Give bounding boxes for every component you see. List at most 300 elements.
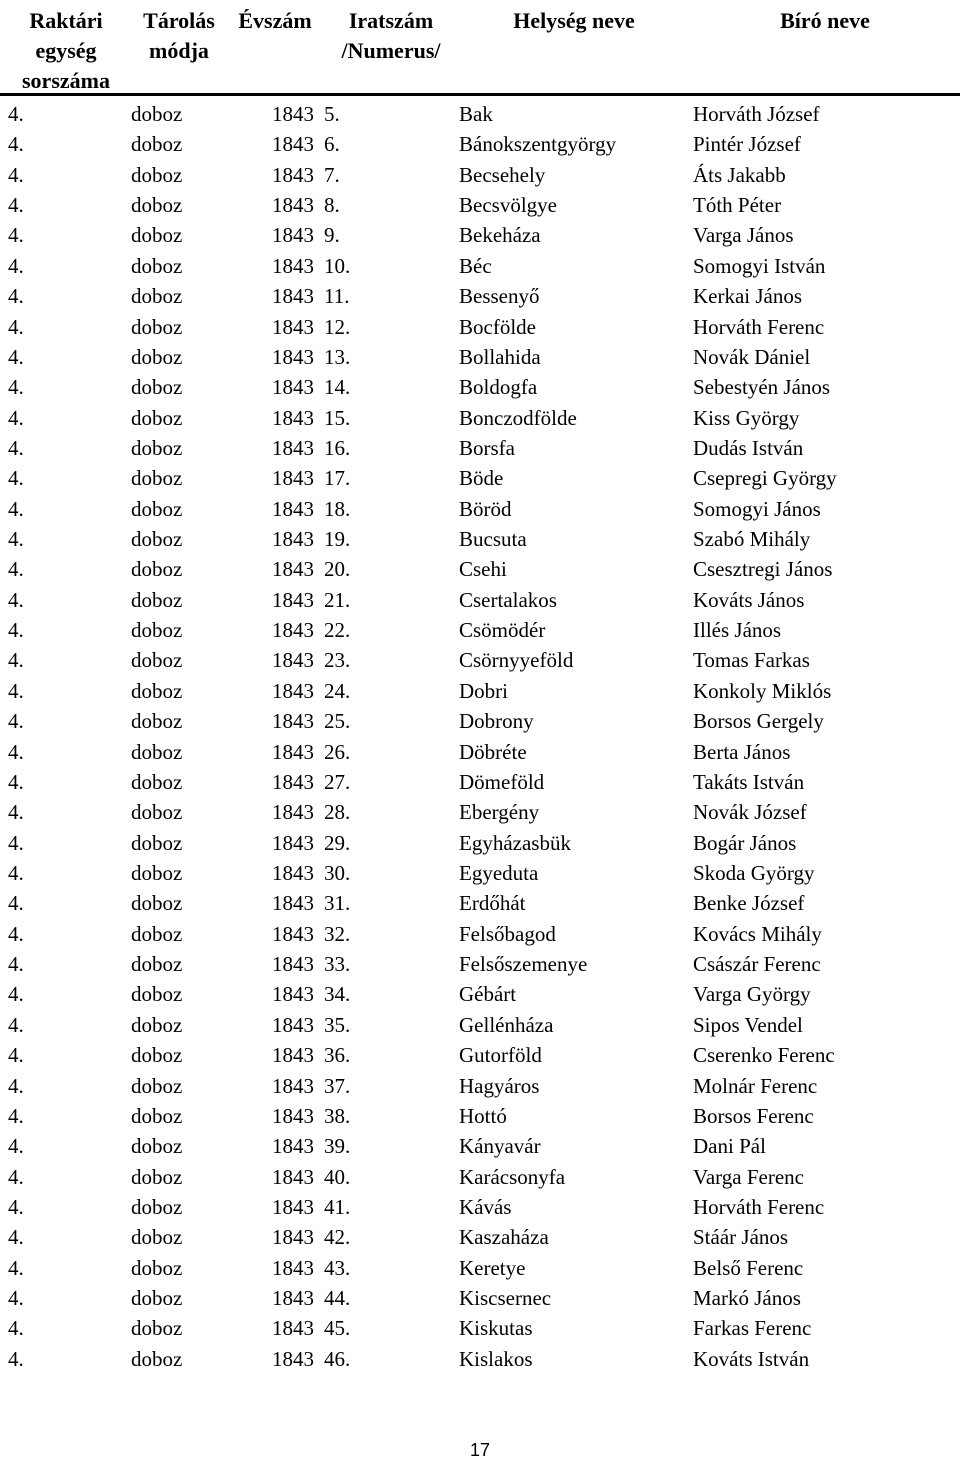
cell-helyseg-neve: Boldogfa (459, 375, 538, 400)
table-row (0, 312, 960, 342)
cell-raktari-egyseg: 4. (8, 891, 24, 916)
cell-biro-neve: Horváth Ferenc (693, 1194, 825, 1219)
cell-helyseg-neve: Erdőhát (459, 891, 526, 916)
table-row (0, 1222, 960, 1252)
table-row (0, 129, 960, 159)
cell-tarolas-modja: doboz (131, 1255, 183, 1280)
cell-tarolas-modja: doboz (131, 527, 183, 552)
table-row (0, 919, 960, 949)
cell-evszam: 1843 (272, 435, 314, 460)
cell-iratszam: 8. (324, 193, 340, 218)
cell-evszam: 1843 (272, 1012, 314, 1037)
table-row (0, 372, 960, 402)
cell-evszam: 1843 (272, 921, 314, 946)
cell-helyseg-neve: Böde (459, 466, 504, 491)
cell-tarolas-modja: doboz (131, 800, 183, 825)
cell-iratszam: 7. (324, 162, 340, 187)
cell-tarolas-modja: doboz (131, 1043, 183, 1068)
cell-iratszam: 20. (324, 557, 351, 582)
table-row (0, 828, 960, 858)
cell-biro-neve: Belső Ferenc (693, 1255, 804, 1280)
cell-helyseg-neve: Bessenyő (459, 284, 540, 309)
cell-tarolas-modja: doboz (131, 435, 183, 460)
cell-helyseg-neve: Kányavár (459, 1134, 541, 1159)
cell-helyseg-neve: Béc (459, 253, 492, 278)
header-iratszam: Iratszám /Numerus/ (341, 8, 441, 63)
cell-iratszam: 13. (324, 344, 351, 369)
cell-helyseg-neve: Hottó (459, 1103, 507, 1128)
cell-tarolas-modja: doboz (131, 830, 183, 855)
cell-evszam: 1843 (272, 1316, 314, 1341)
cell-evszam: 1843 (272, 1043, 314, 1068)
cell-raktari-egyseg: 4. (8, 375, 24, 400)
cell-raktari-egyseg: 4. (8, 709, 24, 734)
cell-iratszam: 10. (324, 253, 351, 278)
cell-helyseg-neve: Hagyáros (459, 1073, 540, 1098)
cell-raktari-egyseg: 4. (8, 253, 24, 278)
cell-biro-neve: Bogár János (693, 830, 797, 855)
table-row (0, 554, 960, 584)
cell-iratszam: 37. (324, 1073, 351, 1098)
cell-biro-neve: Dudás István (693, 435, 804, 460)
cell-raktari-egyseg: 4. (8, 435, 24, 460)
cell-biro-neve: Sebestyén János (693, 375, 831, 400)
header-raktari-egyseg: Raktári egység sorszáma (22, 8, 110, 93)
cell-iratszam: 22. (324, 618, 351, 643)
cell-tarolas-modja: doboz (131, 891, 183, 916)
cell-evszam: 1843 (272, 132, 314, 157)
cell-tarolas-modja: doboz (131, 739, 183, 764)
cell-iratszam: 21. (324, 587, 351, 612)
cell-raktari-egyseg: 4. (8, 162, 24, 187)
cell-helyseg-neve: Bekeháza (459, 223, 541, 248)
cell-biro-neve: Berta János (693, 739, 791, 764)
cell-raktari-egyseg: 4. (8, 982, 24, 1007)
cell-biro-neve: Sipos Vendel (693, 1012, 803, 1037)
cell-helyseg-neve: Bollahida (459, 344, 541, 369)
cell-evszam: 1843 (272, 193, 314, 218)
cell-helyseg-neve: Kaszaháza (459, 1225, 549, 1250)
cell-tarolas-modja: doboz (131, 557, 183, 582)
cell-evszam: 1843 (272, 1286, 314, 1311)
cell-helyseg-neve: Karácsonyfa (459, 1164, 566, 1189)
cell-iratszam: 5. (324, 102, 340, 126)
cell-raktari-egyseg: 4. (8, 800, 24, 825)
cell-biro-neve: Kiss György (693, 405, 800, 430)
cell-raktari-egyseg: 4. (8, 1043, 24, 1068)
cell-helyseg-neve: Bak (459, 102, 493, 126)
cell-raktari-egyseg: 4. (8, 496, 24, 521)
cell-iratszam: 23. (324, 648, 351, 673)
cell-raktari-egyseg: 4. (8, 830, 24, 855)
cell-raktari-egyseg: 4. (8, 1134, 24, 1159)
cell-tarolas-modja: doboz (131, 1103, 183, 1128)
table-row (0, 1313, 960, 1343)
cell-evszam: 1843 (272, 102, 314, 126)
cell-tarolas-modja: doboz (131, 284, 183, 309)
cell-raktari-egyseg: 4. (8, 223, 24, 248)
cell-tarolas-modja: doboz (131, 860, 183, 885)
cell-iratszam: 45. (324, 1316, 351, 1341)
cell-iratszam: 17. (324, 466, 351, 491)
cell-biro-neve: Novák József (693, 800, 807, 825)
cell-evszam: 1843 (272, 466, 314, 491)
table-row (0, 767, 960, 797)
cell-helyseg-neve: Felsőbagod (459, 921, 556, 946)
table-row (0, 797, 960, 827)
cell-helyseg-neve: Gellénháza (459, 1012, 554, 1037)
cell-biro-neve: Takáts István (693, 769, 805, 794)
cell-raktari-egyseg: 4. (8, 1255, 24, 1280)
cell-evszam: 1843 (272, 1346, 314, 1371)
table-row (0, 706, 960, 736)
table-row (0, 676, 960, 706)
cell-biro-neve: Horváth Ferenc (693, 314, 825, 339)
table-row (0, 1040, 960, 1070)
cell-helyseg-neve: Dobri (459, 678, 508, 703)
cell-raktari-egyseg: 4. (8, 952, 24, 977)
cell-helyseg-neve: Becsehely (459, 162, 546, 187)
cell-evszam: 1843 (272, 891, 314, 916)
cell-helyseg-neve: Egyeduta (459, 860, 539, 885)
table-row (0, 160, 960, 190)
cell-evszam: 1843 (272, 344, 314, 369)
page-number: 17 (469, 1440, 491, 1460)
table-row (0, 1101, 960, 1131)
cell-helyseg-neve: Kiskutas (459, 1316, 533, 1341)
cell-biro-neve: Skoda György (693, 860, 815, 885)
cell-iratszam: 16. (324, 435, 351, 460)
cell-iratszam: 31. (324, 891, 351, 916)
cell-biro-neve: Kováts István (693, 1346, 810, 1371)
cell-evszam: 1843 (272, 1255, 314, 1280)
cell-tarolas-modja: doboz (131, 253, 183, 278)
table-row (0, 1010, 960, 1040)
cell-evszam: 1843 (272, 496, 314, 521)
cell-evszam: 1843 (272, 982, 314, 1007)
table-row (0, 463, 960, 493)
table-row (0, 281, 960, 311)
cell-raktari-egyseg: 4. (8, 1346, 24, 1371)
cell-raktari-egyseg: 4. (8, 678, 24, 703)
cell-evszam: 1843 (272, 1103, 314, 1128)
cell-evszam: 1843 (272, 739, 314, 764)
cell-iratszam: 34. (324, 982, 351, 1007)
table-row (0, 220, 960, 250)
cell-helyseg-neve: Gébárt (459, 982, 517, 1007)
cell-tarolas-modja: doboz (131, 1012, 183, 1037)
cell-iratszam: 11. (324, 284, 350, 309)
cell-biro-neve: Borsos Gergely (693, 709, 824, 734)
cell-helyseg-neve: Bonczodfölde (459, 405, 577, 430)
cell-evszam: 1843 (272, 1164, 314, 1189)
cell-biro-neve: Varga György (693, 982, 811, 1007)
cell-tarolas-modja: doboz (131, 1286, 183, 1311)
table-row (0, 585, 960, 615)
header-rule (0, 93, 960, 96)
cell-biro-neve: Kováts János (693, 587, 805, 612)
cell-iratszam: 15. (324, 405, 351, 430)
cell-evszam: 1843 (272, 1225, 314, 1250)
cell-iratszam: 27. (324, 769, 351, 794)
cell-iratszam: 24. (324, 678, 351, 703)
table-row (0, 433, 960, 463)
cell-tarolas-modja: doboz (131, 952, 183, 977)
cell-raktari-egyseg: 4. (8, 557, 24, 582)
table-row (0, 1344, 960, 1374)
cell-iratszam: 38. (324, 1103, 351, 1128)
table-row (0, 979, 960, 1009)
table-row (0, 1071, 960, 1101)
table-row (0, 99, 960, 129)
cell-evszam: 1843 (272, 709, 314, 734)
cell-helyseg-neve: Böröd (459, 496, 512, 521)
cell-biro-neve: Molnár Ferenc (693, 1073, 818, 1098)
cell-biro-neve: Szabó Mihály (693, 527, 811, 552)
cell-tarolas-modja: doboz (131, 648, 183, 673)
cell-iratszam: 18. (324, 496, 351, 521)
table-body (0, 99, 960, 1374)
cell-biro-neve: Áts Jakabb (693, 162, 786, 187)
cell-helyseg-neve: Borsfa (459, 435, 515, 460)
cell-iratszam: 39. (324, 1134, 351, 1159)
cell-iratszam: 46. (324, 1346, 351, 1371)
cell-tarolas-modja: doboz (131, 466, 183, 491)
cell-iratszam: 32. (324, 921, 351, 946)
cell-biro-neve: Benke József (693, 891, 805, 916)
cell-iratszam: 30. (324, 860, 351, 885)
cell-iratszam: 35. (324, 1012, 351, 1037)
cell-evszam: 1843 (272, 1194, 314, 1219)
cell-evszam: 1843 (272, 648, 314, 673)
cell-tarolas-modja: doboz (131, 314, 183, 339)
cell-helyseg-neve: Bocfölde (459, 314, 536, 339)
cell-biro-neve: Somogyi János (693, 496, 821, 521)
cell-tarolas-modja: doboz (131, 1164, 183, 1189)
table-row (0, 615, 960, 645)
cell-helyseg-neve: Dobrony (459, 709, 534, 734)
cell-iratszam: 36. (324, 1043, 351, 1068)
table-row (0, 190, 960, 220)
cell-evszam: 1843 (272, 405, 314, 430)
cell-raktari-egyseg: 4. (8, 1316, 24, 1341)
cell-iratszam: 40. (324, 1164, 351, 1189)
cell-tarolas-modja: doboz (131, 678, 183, 703)
table-row (0, 858, 960, 888)
cell-helyseg-neve: Dömeföld (459, 769, 545, 794)
cell-iratszam: 33. (324, 952, 351, 977)
cell-helyseg-neve: Keretye (459, 1255, 526, 1280)
cell-iratszam: 29. (324, 830, 351, 855)
cell-biro-neve: Somogyi István (693, 253, 826, 278)
table-row (0, 737, 960, 767)
cell-biro-neve: Markó János (693, 1286, 801, 1311)
cell-evszam: 1843 (272, 952, 314, 977)
cell-helyseg-neve: Gutorföld (459, 1043, 542, 1068)
cell-helyseg-neve: Felsőszemenye (459, 952, 588, 977)
cell-evszam: 1843 (272, 618, 314, 643)
table-row (0, 1131, 960, 1161)
cell-evszam: 1843 (272, 375, 314, 400)
cell-biro-neve: Pintér József (693, 132, 801, 157)
table-row (0, 524, 960, 554)
cell-evszam: 1843 (272, 800, 314, 825)
cell-raktari-egyseg: 4. (8, 1073, 24, 1098)
cell-iratszam: 12. (324, 314, 351, 339)
cell-iratszam: 41. (324, 1194, 351, 1219)
cell-evszam: 1843 (272, 253, 314, 278)
cell-iratszam: 19. (324, 527, 351, 552)
cell-helyseg-neve: Bánokszentgyörgy (459, 132, 617, 157)
cell-tarolas-modja: doboz (131, 1134, 183, 1159)
cell-raktari-egyseg: 4. (8, 1103, 24, 1128)
cell-biro-neve: Császár Ferenc (693, 952, 821, 977)
cell-evszam: 1843 (272, 830, 314, 855)
table-row (0, 403, 960, 433)
cell-raktari-egyseg: 4. (8, 1012, 24, 1037)
table-row (0, 1192, 960, 1222)
header-helyseg-neve: Helység neve (513, 8, 635, 33)
cell-tarolas-modja: doboz (131, 1225, 183, 1250)
cell-iratszam: 42. (324, 1225, 351, 1250)
cell-tarolas-modja: doboz (131, 193, 183, 218)
cell-evszam: 1843 (272, 557, 314, 582)
table-row (0, 342, 960, 372)
cell-iratszam: 9. (324, 223, 340, 248)
cell-tarolas-modja: doboz (131, 102, 183, 126)
cell-evszam: 1843 (272, 527, 314, 552)
cell-evszam: 1843 (272, 1073, 314, 1098)
cell-raktari-egyseg: 4. (8, 587, 24, 612)
cell-raktari-egyseg: 4. (8, 132, 24, 157)
cell-helyseg-neve: Döbréte (459, 739, 527, 764)
table-row (0, 1253, 960, 1283)
cell-evszam: 1843 (272, 769, 314, 794)
cell-biro-neve: Tóth Péter (693, 193, 782, 218)
cell-biro-neve: Dani Pál (693, 1134, 766, 1159)
cell-raktari-egyseg: 4. (8, 314, 24, 339)
cell-raktari-egyseg: 4. (8, 466, 24, 491)
cell-tarolas-modja: doboz (131, 921, 183, 946)
cell-helyseg-neve: Csehi (459, 557, 507, 582)
cell-raktari-egyseg: 4. (8, 860, 24, 885)
cell-helyseg-neve: Kiscsernec (459, 1286, 552, 1311)
cell-tarolas-modja: doboz (131, 1073, 183, 1098)
cell-helyseg-neve: Csertalakos (459, 587, 557, 612)
cell-raktari-egyseg: 4. (8, 1286, 24, 1311)
cell-raktari-egyseg: 4. (8, 769, 24, 794)
cell-biro-neve: Stáár János (693, 1225, 789, 1250)
cell-raktari-egyseg: 4. (8, 1164, 24, 1189)
cell-tarolas-modja: doboz (131, 344, 183, 369)
cell-biro-neve: Illés János (693, 618, 782, 643)
cell-biro-neve: Tomas Farkas (693, 648, 810, 673)
cell-biro-neve: Csepregi György (693, 466, 837, 491)
cell-iratszam: 14. (324, 375, 351, 400)
cell-tarolas-modja: doboz (131, 1346, 183, 1371)
cell-helyseg-neve: Kislakos (459, 1346, 533, 1371)
cell-tarolas-modja: doboz (131, 162, 183, 187)
cell-tarolas-modja: doboz (131, 982, 183, 1007)
table-row (0, 251, 960, 281)
table-row (0, 494, 960, 524)
cell-tarolas-modja: doboz (131, 375, 183, 400)
cell-biro-neve: Cserenko Ferenc (693, 1043, 835, 1068)
table-row (0, 1283, 960, 1313)
cell-raktari-egyseg: 4. (8, 284, 24, 309)
cell-tarolas-modja: doboz (131, 405, 183, 430)
cell-evszam: 1843 (272, 587, 314, 612)
cell-evszam: 1843 (272, 678, 314, 703)
cell-biro-neve: Varga János (693, 223, 794, 248)
cell-evszam: 1843 (272, 223, 314, 248)
cell-helyseg-neve: Egyházasbük (459, 830, 571, 855)
cell-tarolas-modja: doboz (131, 587, 183, 612)
table-row (0, 1162, 960, 1192)
cell-biro-neve: Kerkai János (693, 284, 803, 309)
cell-biro-neve: Novák Dániel (693, 344, 811, 369)
cell-raktari-egyseg: 4. (8, 102, 24, 126)
cell-iratszam: 28. (324, 800, 351, 825)
cell-helyseg-neve: Bucsuta (459, 527, 527, 552)
cell-tarolas-modja: doboz (131, 496, 183, 521)
cell-raktari-egyseg: 4. (8, 648, 24, 673)
cell-iratszam: 25. (324, 709, 351, 734)
cell-raktari-egyseg: 4. (8, 193, 24, 218)
cell-raktari-egyseg: 4. (8, 739, 24, 764)
cell-tarolas-modja: doboz (131, 223, 183, 248)
cell-iratszam: 6. (324, 132, 340, 157)
cell-tarolas-modja: doboz (131, 1316, 183, 1341)
cell-tarolas-modja: doboz (131, 769, 183, 794)
cell-tarolas-modja: doboz (131, 618, 183, 643)
cell-biro-neve: Horváth József (693, 102, 820, 126)
cell-evszam: 1843 (272, 1134, 314, 1159)
header-evszam: Évszám (238, 8, 312, 33)
cell-helyseg-neve: Csörnyyeföld (459, 648, 574, 673)
cell-raktari-egyseg: 4. (8, 405, 24, 430)
cell-helyseg-neve: Kávás (459, 1194, 512, 1219)
cell-tarolas-modja: doboz (131, 1194, 183, 1219)
cell-raktari-egyseg: 4. (8, 1225, 24, 1250)
cell-raktari-egyseg: 4. (8, 344, 24, 369)
table-header (0, 0, 960, 96)
cell-biro-neve: Csesztregi János (693, 557, 833, 582)
cell-helyseg-neve: Becsvölgye (459, 193, 557, 218)
cell-iratszam: 43. (324, 1255, 351, 1280)
header-biro-neve: Bíró neve (780, 8, 870, 33)
cell-raktari-egyseg: 4. (8, 527, 24, 552)
cell-biro-neve: Farkas Ferenc (693, 1316, 812, 1341)
cell-biro-neve: Konkoly Miklós (693, 678, 832, 703)
table-row (0, 888, 960, 918)
cell-raktari-egyseg: 4. (8, 921, 24, 946)
cell-evszam: 1843 (272, 284, 314, 309)
cell-biro-neve: Varga Ferenc (693, 1164, 804, 1189)
cell-raktari-egyseg: 4. (8, 1194, 24, 1219)
cell-evszam: 1843 (272, 860, 314, 885)
cell-helyseg-neve: Ebergény (459, 800, 540, 825)
cell-biro-neve: Kovács Mihály (693, 921, 822, 946)
table-row (0, 949, 960, 979)
table-row (0, 645, 960, 675)
cell-helyseg-neve: Csömödér (459, 618, 546, 643)
cell-iratszam: 26. (324, 739, 351, 764)
cell-biro-neve: Borsos Ferenc (693, 1103, 814, 1128)
cell-tarolas-modja: doboz (131, 132, 183, 157)
cell-tarolas-modja: doboz (131, 709, 183, 734)
header-tarolas-modja: Tárolás módja (143, 8, 215, 63)
